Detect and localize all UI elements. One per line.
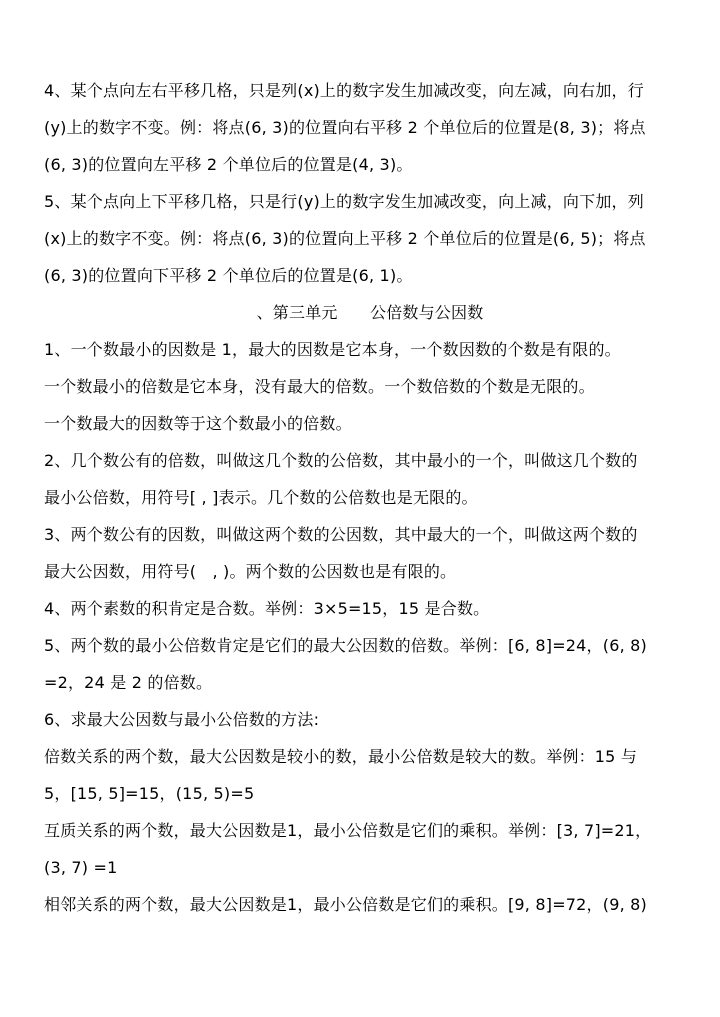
text-line: 互质关系的两个数，最大公因数是1，最小公倍数是它们的乘积。举例：[3, 7]=21， [44, 821, 652, 840]
text-line: (y)上的数字不变。例：将点(6, 3)的位置向右平移 2 个单位后的位置是(8, 3)；将点 [44, 118, 646, 137]
text-line: 最大公因数，用符号( , )。两个数的公因数也是有限的。 [44, 562, 457, 581]
text-line: 5，[15, 5]=15，(15, 5)=5 [44, 784, 255, 803]
text-line: 4、两个素数的积肯定是合数。举例：3×5=15，15 是合数。 [44, 599, 490, 618]
text-line: 最小公倍数，用符号[ , ]表示。几个数的公倍数也是无限的。 [44, 488, 478, 507]
text-line: (6, 3)的位置向左平移 2 个单位后的位置是(4, 3)。 [44, 155, 413, 174]
text-line: 5、某个点向上下平移几格，只是行(y)上的数字发生加减改变，向上减，向下加，列 [44, 192, 644, 211]
text-line: 倍数关系的两个数，最大公因数是较小的数，最小公倍数是较大的数。举例：15 与 [44, 747, 638, 766]
text-line: 1、一个数最小的因数是 1，最大的因数是它本身，一个数因数的个数是有限的。 [44, 340, 621, 359]
text-line: =2，24 是 2 的倍数。 [44, 673, 213, 692]
text-line: (3, 7) =1 [44, 858, 118, 877]
text-line: 4、某个点向左右平移几格，只是列(x)上的数字发生加减改变，向左减，向右加，行 [44, 81, 644, 100]
text-line: (x)上的数字不变。例：将点(6, 3)的位置向上平移 2 个单位后的位置是(6, 5)；将点 [44, 229, 646, 248]
text-line: 一个数最大的因数等于这个数最小的倍数。 [44, 414, 352, 433]
section-heading: 、第三单元 公倍数与公因数 [256, 303, 484, 322]
text-line: 一个数最小的倍数是它本身，没有最大的倍数。一个数倍数的个数是无限的。 [44, 377, 595, 396]
text-line: 2、几个数公有的倍数，叫做这几个数的公倍数，其中最小的一个，叫做这几个数的 [44, 451, 638, 470]
text-line: 相邻关系的两个数，最大公因数是1，最小公倍数是它们的乘积。[9, 8]=72，(9, 8) [44, 895, 647, 914]
text-line: (6, 3)的位置向下平移 2 个单位后的位置是(6, 1)。 [44, 266, 413, 285]
text-line: 6、求最大公因数与最小公倍数的方法: [44, 710, 320, 729]
text-line: 5、两个数的最小公倍数肯定是它们的最大公因数的倍数。举例：[6, 8]=24，(6, 8) [44, 636, 647, 655]
text-line: 3、两个数公有的因数，叫做这两个数的公因数，其中最大的一个，叫做这两个数的 [44, 525, 638, 544]
document-body [44, 72, 686, 923]
